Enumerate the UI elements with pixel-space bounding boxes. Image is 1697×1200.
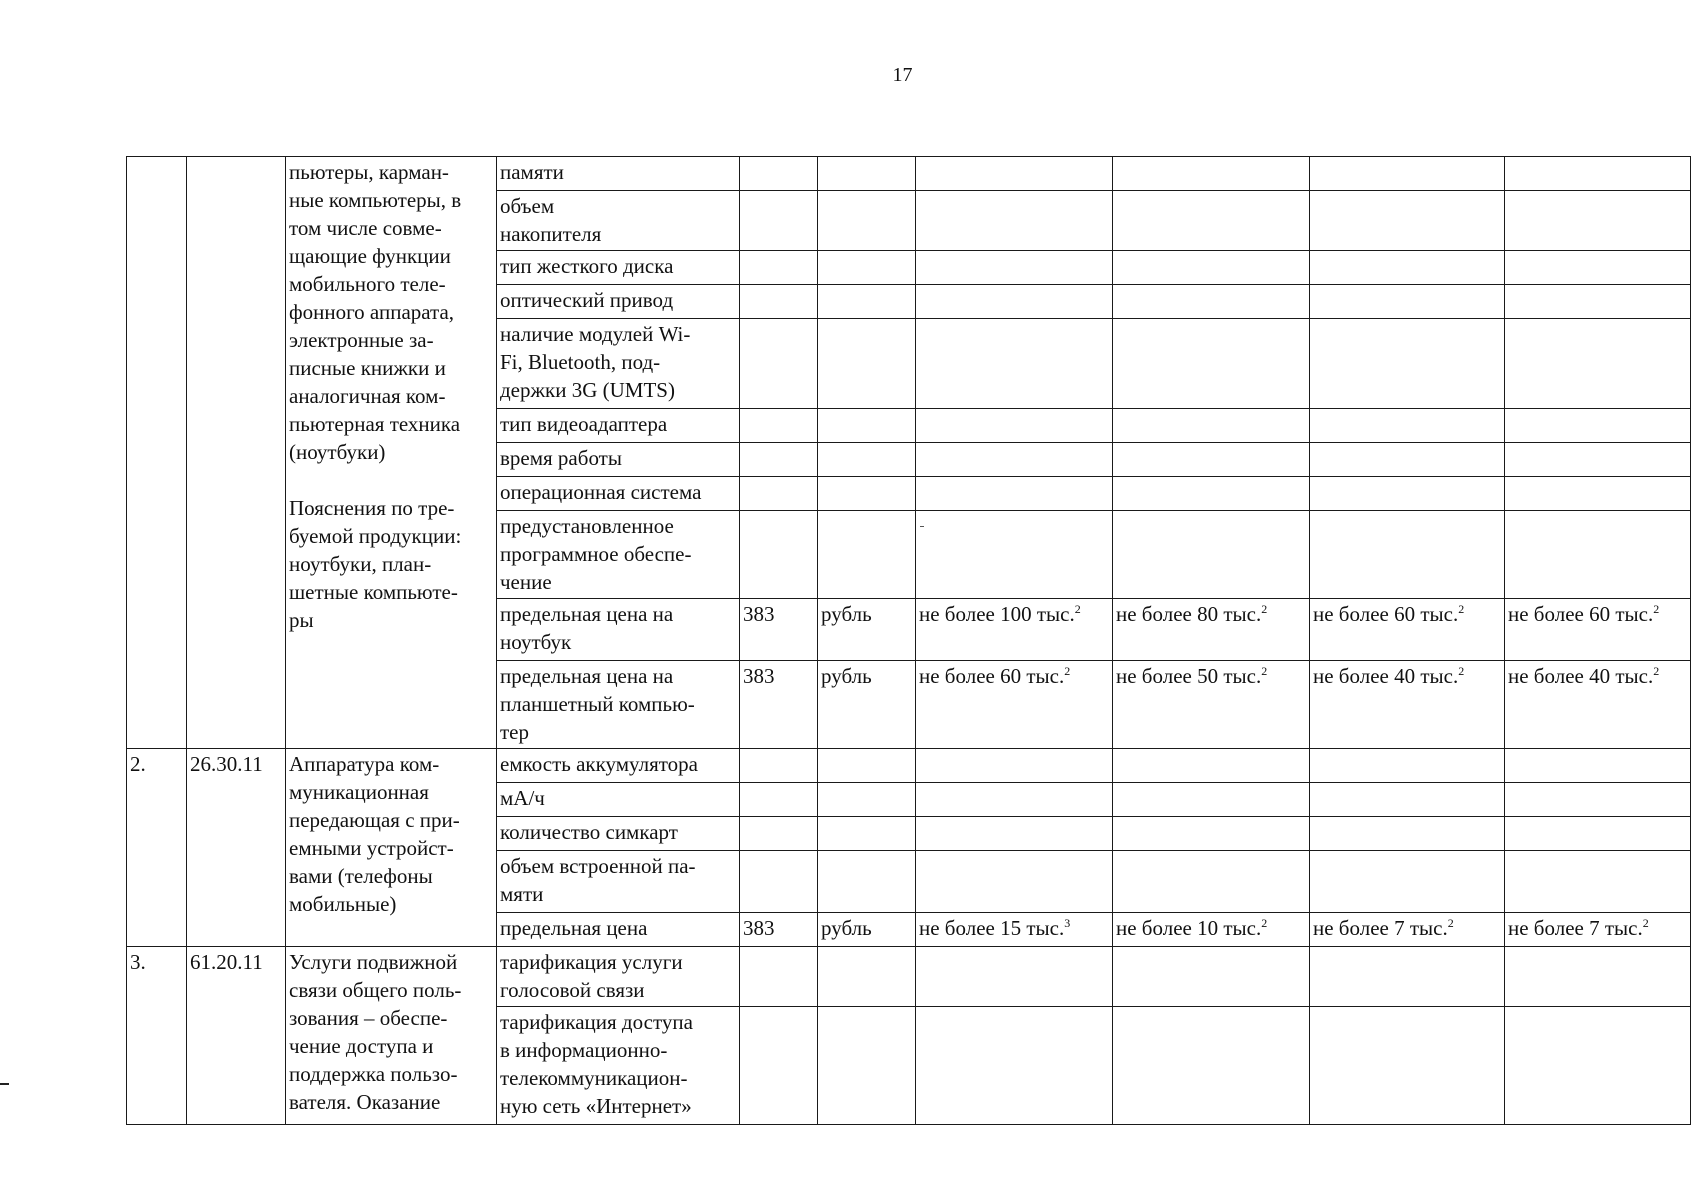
value-cell-category-1 — [916, 749, 1113, 783]
value-cell-category-4 — [1505, 947, 1691, 1007]
page-number: 17 — [892, 64, 913, 86]
characteristic-cell: количество симкарт — [497, 817, 740, 851]
unit-cell — [818, 157, 916, 191]
price-limit-text: не более 7 тыс. — [1508, 916, 1643, 940]
characteristic-cell: емкость аккумулятора — [497, 749, 740, 783]
unit-cell — [818, 409, 916, 443]
okei-code-cell — [740, 511, 818, 599]
characteristic-cell: мА/ч — [497, 783, 740, 817]
stray-mark — [920, 526, 924, 527]
footnote-ref: 2 — [1458, 602, 1465, 616]
okei-code-cell — [740, 1007, 818, 1125]
unit-cell — [818, 251, 916, 285]
value-cell-category-1 — [916, 251, 1113, 285]
value-cell-category-3 — [1310, 661, 1505, 749]
okei-code-cell — [740, 409, 818, 443]
okei-code-cell — [740, 783, 818, 817]
value-cell-category-2 — [1113, 749, 1310, 783]
value-cell-category-3 — [1310, 817, 1505, 851]
unit-cell — [818, 443, 916, 477]
value-cell-category-4 — [1505, 851, 1691, 913]
price-limit-text: не более 60 тыс. — [919, 664, 1065, 688]
value-cell-category-1 — [916, 319, 1113, 409]
value-cell-category-2 — [1113, 817, 1310, 851]
value-cell-category-1 — [916, 913, 1113, 947]
value-cell-category-2 — [1113, 409, 1310, 443]
unit-cell — [818, 947, 916, 1007]
value-cell-category-3 — [1310, 851, 1505, 913]
value-cell-category-2 — [1113, 661, 1310, 749]
value-cell-category-2 — [1113, 319, 1310, 409]
value-cell-category-1 — [916, 409, 1113, 443]
footnote-ref: 2 — [1261, 602, 1268, 616]
characteristic-cell: предельная цена — [497, 913, 740, 947]
okei-code-cell: 383 — [740, 599, 818, 661]
value-cell-category-4 — [1505, 251, 1691, 285]
requirements-table — [126, 156, 1691, 1125]
okei-code-cell: 383 — [740, 661, 818, 749]
characteristic-cell: объем накопителя — [497, 191, 740, 251]
value-cell-category-3 — [1310, 251, 1505, 285]
okei-code-cell — [740, 251, 818, 285]
margin-mark — [0, 1083, 9, 1085]
value-cell-category-2 — [1113, 947, 1310, 1007]
value-cell-category-3 — [1310, 783, 1505, 817]
okei-code-cell: 383 — [740, 913, 818, 947]
value-cell-category-3 — [1310, 749, 1505, 783]
value-cell-category-2 — [1113, 783, 1310, 817]
value-cell-category-2 — [1113, 191, 1310, 251]
value-cell-category-1 — [916, 599, 1113, 661]
okpd-code-cell: 26.30.11 — [187, 749, 286, 947]
okei-code-cell — [740, 947, 818, 1007]
value-cell-category-2 — [1113, 443, 1310, 477]
product-name-cell: Аппаратура ком- муникационная передающая с при- емными устройст- вами (телефоны мобильные) — [286, 749, 497, 947]
characteristic-cell: тарификация доступа в информационно- телекоммуникацион- ную сеть «Интернет» — [497, 1007, 740, 1125]
value-cell-category-4 — [1505, 409, 1691, 443]
value-cell-category-2 — [1113, 599, 1310, 661]
value-cell-category-4 — [1505, 319, 1691, 409]
value-cell-category-2 — [1113, 511, 1310, 599]
footnote-ref: 2 — [1458, 664, 1465, 678]
okei-code-cell — [740, 285, 818, 319]
value-cell-category-2 — [1113, 251, 1310, 285]
value-cell-category-4 — [1505, 817, 1691, 851]
table-row — [127, 157, 1691, 191]
value-cell-category-1 — [916, 947, 1113, 1007]
unit-cell: рубль — [818, 661, 916, 749]
value-cell-category-2 — [1113, 157, 1310, 191]
value-cell-category-1 — [916, 851, 1113, 913]
product-name-cell: пьютеры, карман- ные компьютеры, в том числе совме- щающие функции мобильного теле- фонного аппарата, электронные за- писные книжки и аналогичная ком- пьютерная техника (ноутбуки) Пояснения по тре- буемой продукции: ноутбуки, план- шетные компьюте- ры — [286, 157, 497, 749]
value-cell-category-1 — [916, 477, 1113, 511]
value-cell-category-3 — [1310, 157, 1505, 191]
value-cell-category-4 — [1505, 749, 1691, 783]
unit-cell — [818, 851, 916, 913]
product-name-cell: Услуги подвижной связи общего поль- зования – обеспе- чение доступа и поддержка пользо- вателя. Оказание — [286, 947, 497, 1125]
characteristic-cell: тип жесткого диска — [497, 251, 740, 285]
price-limit-text: не более 40 тыс. — [1508, 664, 1654, 688]
okpd-code-cell: 61.20.11 — [187, 947, 286, 1125]
value-cell-category-2 — [1113, 285, 1310, 319]
value-cell-category-3 — [1310, 319, 1505, 409]
price-limit-text: не более 80 тыс. — [1116, 602, 1262, 626]
footnote-ref: 3 — [1064, 916, 1071, 930]
characteristic-cell: тип видеоадаптера — [497, 409, 740, 443]
characteristic-cell: наличие модулей Wi- Fi, Bluetooth, под- держки 3G (UMTS) — [497, 319, 740, 409]
value-cell-category-2 — [1113, 913, 1310, 947]
value-cell-category-4 — [1505, 443, 1691, 477]
value-cell-category-3 — [1310, 443, 1505, 477]
okei-code-cell — [740, 191, 818, 251]
table-row — [127, 947, 1691, 1007]
footnote-ref: 2 — [1653, 664, 1660, 678]
value-cell-category-4 — [1505, 157, 1691, 191]
characteristic-cell: операционная система — [497, 477, 740, 511]
value-cell-category-4 — [1505, 477, 1691, 511]
value-cell-category-3 — [1310, 285, 1505, 319]
row-number-cell — [127, 157, 187, 749]
value-cell-category-2 — [1113, 851, 1310, 913]
okei-code-cell — [740, 851, 818, 913]
value-cell-category-3 — [1310, 409, 1505, 443]
table-row — [127, 749, 1691, 783]
value-cell-category-3 — [1310, 599, 1505, 661]
value-cell-category-4 — [1505, 191, 1691, 251]
unit-cell: рубль — [818, 913, 916, 947]
okei-code-cell — [740, 319, 818, 409]
row-number-cell: 2. — [127, 749, 187, 947]
okei-code-cell — [740, 477, 818, 511]
characteristic-cell: оптический привод — [497, 285, 740, 319]
footnote-ref: 2 — [1642, 916, 1649, 930]
characteristic-cell: время работы — [497, 443, 740, 477]
value-cell-category-3 — [1310, 191, 1505, 251]
unit-cell — [818, 783, 916, 817]
unit-cell: рубль — [818, 599, 916, 661]
value-cell-category-3 — [1310, 1007, 1505, 1125]
value-cell-category-3 — [1310, 477, 1505, 511]
okei-code-cell — [740, 443, 818, 477]
footnote-ref: 2 — [1261, 916, 1268, 930]
value-cell-category-4 — [1505, 1007, 1691, 1125]
row-number-cell: 3. — [127, 947, 187, 1125]
value-cell-category-1 — [916, 511, 1113, 599]
unit-cell — [818, 1007, 916, 1125]
value-cell-category-1 — [916, 783, 1113, 817]
value-cell-category-4 — [1505, 783, 1691, 817]
value-cell-category-4 — [1505, 913, 1691, 947]
price-limit-text: не более 10 тыс. — [1116, 916, 1262, 940]
okpd-code-cell — [187, 157, 286, 749]
okei-code-cell — [740, 817, 818, 851]
price-limit-text: не более 100 тыс. — [919, 602, 1075, 626]
value-cell-category-4 — [1505, 661, 1691, 749]
value-cell-category-2 — [1113, 1007, 1310, 1125]
unit-cell — [818, 285, 916, 319]
unit-cell — [818, 749, 916, 783]
unit-cell — [818, 511, 916, 599]
unit-cell — [818, 319, 916, 409]
characteristic-cell: объем встроенной па- мяти — [497, 851, 740, 913]
value-cell-category-4 — [1505, 285, 1691, 319]
value-cell-category-1 — [916, 191, 1113, 251]
characteristic-cell: предельная цена на ноутбук — [497, 599, 740, 661]
value-cell-category-1 — [916, 157, 1113, 191]
unit-cell — [818, 817, 916, 851]
footnote-ref: 2 — [1653, 602, 1660, 616]
value-cell-category-2 — [1113, 477, 1310, 511]
unit-cell — [818, 191, 916, 251]
characteristic-cell: предельная цена на планшетный компью- тер — [497, 661, 740, 749]
value-cell-category-3 — [1310, 913, 1505, 947]
unit-cell — [818, 477, 916, 511]
value-cell-category-4 — [1505, 511, 1691, 599]
price-limit-text: не более 60 тыс. — [1313, 602, 1459, 626]
value-cell-category-1 — [916, 817, 1113, 851]
characteristic-cell: памяти — [497, 157, 740, 191]
price-limit-text: не более 50 тыс. — [1116, 664, 1262, 688]
value-cell-category-3 — [1310, 511, 1505, 599]
footnote-ref: 2 — [1064, 664, 1071, 678]
value-cell-category-1 — [916, 443, 1113, 477]
value-cell-category-1 — [916, 661, 1113, 749]
value-cell-category-3 — [1310, 947, 1505, 1007]
value-cell-category-1 — [916, 285, 1113, 319]
okei-code-cell — [740, 749, 818, 783]
price-limit-text: не более 60 тыс. — [1508, 602, 1654, 626]
value-cell-category-4 — [1505, 599, 1691, 661]
price-limit-text: не более 15 тыс. — [919, 916, 1065, 940]
price-limit-text: не более 40 тыс. — [1313, 664, 1459, 688]
characteristic-cell: тарификация услуги голосовой связи — [497, 947, 740, 1007]
footnote-ref: 2 — [1261, 664, 1268, 678]
okei-code-cell — [740, 157, 818, 191]
price-limit-text: не более 7 тыс. — [1313, 916, 1448, 940]
footnote-ref: 2 — [1447, 916, 1454, 930]
characteristic-cell: предустановленное программное обеспе- чение — [497, 511, 740, 599]
footnote-ref: 2 — [1074, 602, 1081, 616]
value-cell-category-1 — [916, 1007, 1113, 1125]
